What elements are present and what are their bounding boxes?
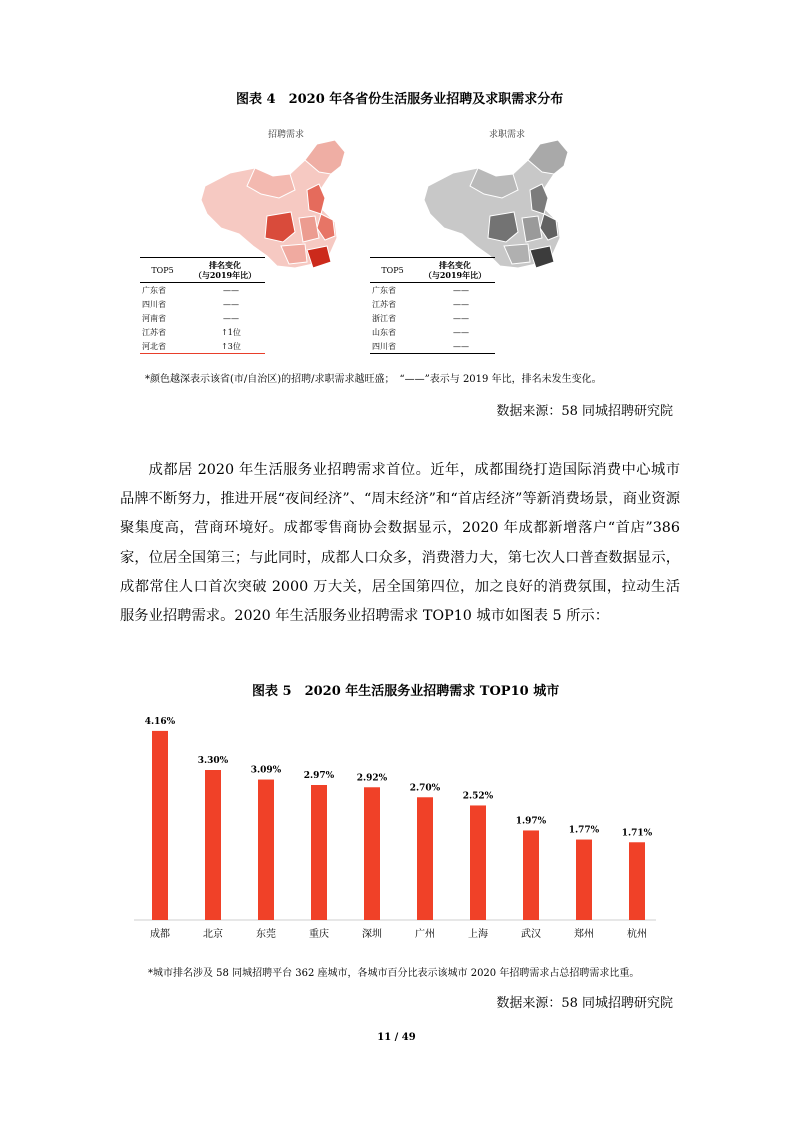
- category-label: 北京: [203, 929, 223, 940]
- bar-value-label: 2.97%: [303, 771, 335, 781]
- province: 河南省: [142, 313, 166, 323]
- right-top5-table: [370, 257, 495, 354]
- top10-cities-bar-chart: [130, 712, 660, 947]
- category-label: 重庆: [309, 929, 329, 940]
- left-map-label: 招聘需求: [268, 130, 305, 140]
- category-label: 郑州: [574, 929, 594, 940]
- bar-10: [629, 842, 645, 920]
- table-row: [140, 339, 265, 354]
- page-number: 11 / 49: [377, 1032, 416, 1043]
- province: 四川省: [372, 341, 396, 351]
- left-top5-table: [140, 257, 265, 354]
- category-label: 东莞: [256, 929, 276, 940]
- map-region-central: [299, 216, 319, 242]
- rank-change: ↑3位: [221, 341, 241, 351]
- category-label: 武汉: [521, 929, 541, 940]
- bar-6: [417, 797, 433, 920]
- province: 江苏省: [142, 327, 166, 337]
- table-row: [140, 325, 265, 339]
- province: 江苏省: [372, 299, 396, 309]
- bar-9: [576, 840, 592, 920]
- category-labels-group: [150, 927, 647, 940]
- bar-7: [470, 805, 486, 920]
- rank-change: ——: [453, 285, 469, 295]
- province: 广东省: [372, 285, 396, 295]
- rank-change: ——: [223, 299, 239, 309]
- left-top5-col2: [185, 260, 265, 280]
- category-label: 上海: [468, 929, 488, 940]
- left-top5-col2-line1: 排名变化: [209, 260, 241, 270]
- rank-change: ——: [223, 285, 239, 295]
- bar-value-label: 3.30%: [197, 756, 229, 766]
- table-row: [370, 297, 495, 311]
- figure4-note: *颜色越深表示该省(市/自治区)的招聘/求职需求越旺盛； “——”表示与 2019 年比，排名未发生变化。: [145, 374, 602, 385]
- right-top5-col2-line1: 排名变化: [439, 260, 471, 270]
- rank-change: ——: [223, 313, 239, 323]
- figure5-source: 数据来源：58 同城招聘研究院: [496, 996, 673, 1011]
- paragraph-text: 成都居 2020 年生活服务业招聘需求首位。近年，成都围绕打造国际消费中心城市品牌不断努力，推进开展“夜间经济”、“周末经济”和“首店经济”等新消费场景，商业资源聚集度高，营商环境好。成都零售商协会数据显示，2020 年成都新增落户“首店”386 家，位居全国第三；与此同时，成都人口众多，消费潜力大，第七次人口普查数据显示，成都常住人口首次突破 2000 万大关，居全国第四位，加之良好的消费氛围，拉动生活服务业招聘需求。2020 年生活服务业招聘需求 TOP10 城市如图表 5 所示：: [120, 462, 680, 625]
- rank-change: ——: [453, 313, 469, 323]
- map-region-hebei-henan: [307, 184, 325, 214]
- bar-1: [152, 731, 168, 920]
- left-top5-header: [140, 257, 265, 283]
- table-row: [140, 283, 265, 297]
- table-row: [140, 311, 265, 325]
- category-label: 广州: [415, 929, 435, 940]
- bar-value-label: 4.16%: [144, 716, 176, 727]
- right-top5-col1: TOP5: [381, 265, 404, 275]
- figure5-title: 图表 5 2020 年生活服务业招聘需求 TOP10 城市: [252, 684, 560, 699]
- rank-change: ↑1位: [221, 327, 241, 337]
- body-paragraph: [120, 456, 680, 631]
- right-top5-col2-line2: （与2019年比）: [423, 270, 487, 280]
- bar-value-label: 1.77%: [568, 825, 600, 836]
- table-row: [370, 311, 495, 325]
- rank-change: ——: [453, 299, 469, 309]
- category-label: 深圳: [362, 929, 382, 940]
- figure4-title: 图表 4 2020 年各省份生活服务业招聘及求职需求分布: [236, 92, 564, 107]
- category-label: 杭州: [627, 929, 647, 940]
- figure5-note: *城市排名涉及 58 同城招聘平台 362 座城市，各城市百分比表示该城市 2020 年招聘需求占总招聘需求比重。: [148, 968, 640, 979]
- right-top5-col2: [415, 260, 495, 280]
- province: 河北省: [142, 341, 166, 351]
- bar-8: [523, 830, 539, 920]
- right-map-label: 求职需求: [489, 130, 526, 140]
- province: 四川省: [142, 299, 166, 309]
- bar-value-label: 1.71%: [621, 828, 653, 839]
- table-row: [370, 325, 495, 339]
- bar-value-label: 2.52%: [462, 791, 494, 802]
- bar-value-label: 2.92%: [356, 773, 388, 784]
- province: 广东省: [142, 285, 166, 295]
- map-region-shandong: [530, 184, 548, 214]
- bar-5: [364, 787, 380, 920]
- bar-value-label: 3.09%: [250, 765, 282, 776]
- figure4-source: 数据来源：58 同城招聘研究院: [496, 404, 673, 419]
- category-label: 成都: [150, 929, 170, 940]
- bar-4: [311, 785, 327, 920]
- table-row: [140, 297, 265, 311]
- rank-change: ——: [453, 341, 469, 351]
- bar-value-label: 2.70%: [409, 783, 441, 794]
- left-top5-col1: TOP5: [151, 265, 174, 275]
- province: 浙江省: [372, 313, 396, 323]
- bar-value-label: 1.97%: [515, 816, 547, 827]
- province: 山东省: [372, 327, 396, 337]
- bar-3: [258, 780, 274, 920]
- right-top5-header: [370, 257, 495, 283]
- left-top5-col2-line2: （与2019年比）: [193, 270, 257, 280]
- table-row: [370, 283, 495, 297]
- map-region-central: [522, 216, 542, 242]
- bar-2: [205, 770, 221, 920]
- table-row: [370, 339, 495, 354]
- rank-change: ——: [453, 327, 469, 337]
